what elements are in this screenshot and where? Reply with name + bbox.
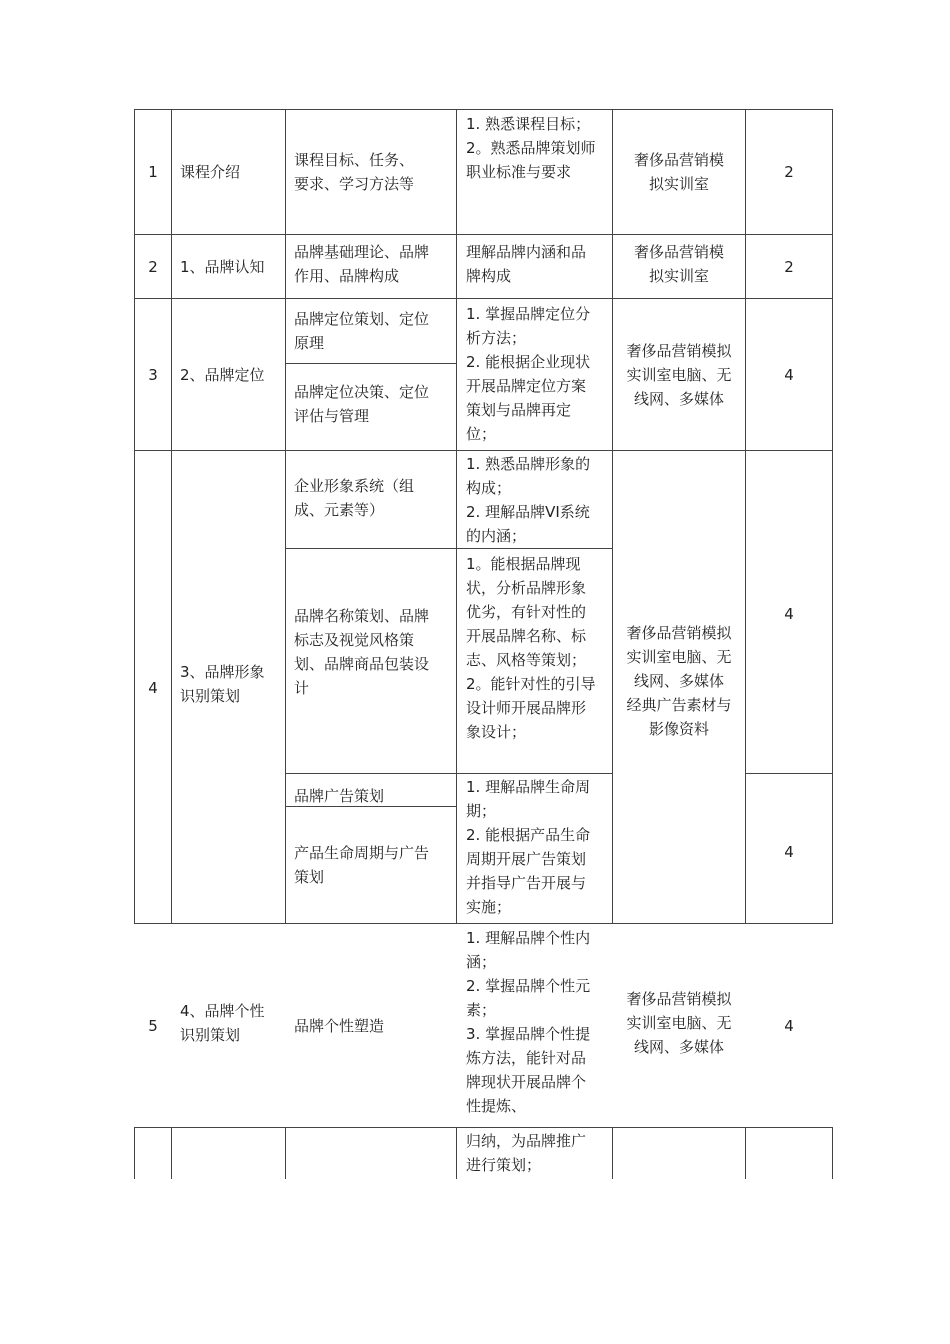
row-number: 3: [148, 366, 158, 384]
objective-cell: 1. 理解品牌个性内 涵； 2. 掌握品牌个性元 素； 3. 掌握品牌个性提 炼方法，能针对品 牌现状开展品牌个 性提炼、: [466, 929, 591, 1115]
row-number: 2: [148, 258, 158, 276]
content-cell: 品牌基础理论、品牌 作用、品牌构成: [294, 243, 430, 285]
module-cell: 3、品牌形象 识别策划: [180, 663, 265, 705]
hours-cell: 4: [784, 1017, 794, 1035]
hours-cell: 4: [784, 366, 794, 384]
row-number: 4: [148, 679, 158, 697]
module-cell: 4、品牌个性 识别策划: [180, 1002, 265, 1044]
venue-cell: 奢侈品营销模拟 实训室电脑、无 线网、多媒体: [626, 342, 732, 408]
content-cell: 产品生命周期与广告 策划: [294, 844, 430, 886]
content-cell: 企业形象系统（组 成、元素等）: [294, 477, 415, 519]
venue-cell: 奢侈品营销模拟 实训室电脑、无 线网、多媒体 经典广告素材与 影像资料: [626, 624, 732, 738]
content-cell: 课程目标、任务、 要求、学习方法等: [294, 151, 415, 193]
objective-cell: 理解品牌内涵和品 牌构成: [466, 243, 587, 285]
objective-cell: 1. 理解品牌生命周 期； 2. 能根据产品生命 周期开展广告策划 并指导广告开展与 实施；: [466, 778, 591, 916]
venue-cell: 奢侈品营销模 拟实训室: [633, 243, 724, 285]
module-cell: 2、品牌定位: [180, 366, 265, 384]
row-number: 5: [148, 1017, 158, 1035]
row-number: 1: [148, 163, 158, 181]
content-cell: 品牌定位策划、定位 原理: [294, 310, 430, 352]
objective-cell: 1。能根据品牌现 状，分析品牌形象 优劣，有针对性的 开展品牌名称、标 志、风格等策划； 2。能针对性的引导 设计师开展品牌形 象设计；: [466, 555, 596, 741]
hours-cell: 2: [784, 258, 794, 276]
hours-cell: 4: [784, 843, 794, 861]
objective-cell: 1. 熟悉品牌形象的 构成； 2. 理解品牌VI系统 的内涵；: [466, 455, 591, 545]
module-cell: 1、品牌认知: [180, 258, 265, 276]
content-cell: 品牌广告策划: [294, 787, 385, 805]
venue-cell: 奢侈品营销模拟 实训室电脑、无 线网、多媒体: [626, 990, 732, 1056]
module-cell: 课程介绍: [180, 163, 241, 181]
objective-cell: 归纳，为品牌推广 进行策划；: [466, 1132, 587, 1174]
content-cell: 品牌定位决策、定位 评估与管理: [294, 383, 430, 425]
objective-cell: 1. 熟悉课程目标； 2。熟悉品牌策划师 职业标准与要求: [466, 115, 596, 181]
hours-cell: 2: [784, 163, 794, 181]
hours-cell: 4: [784, 605, 794, 623]
objective-cell: 1. 掌握品牌定位分 析方法； 2. 能根据企业现状 开展品牌定位方案 策划与品牌再定 位；: [466, 305, 591, 443]
content-cell: 品牌个性塑造: [294, 1017, 385, 1035]
venue-cell: 奢侈品营销模 拟实训室: [633, 151, 724, 193]
content-cell: 品牌名称策划、品牌 标志及视觉风格策 划、品牌商品包装设 计: [294, 607, 430, 697]
